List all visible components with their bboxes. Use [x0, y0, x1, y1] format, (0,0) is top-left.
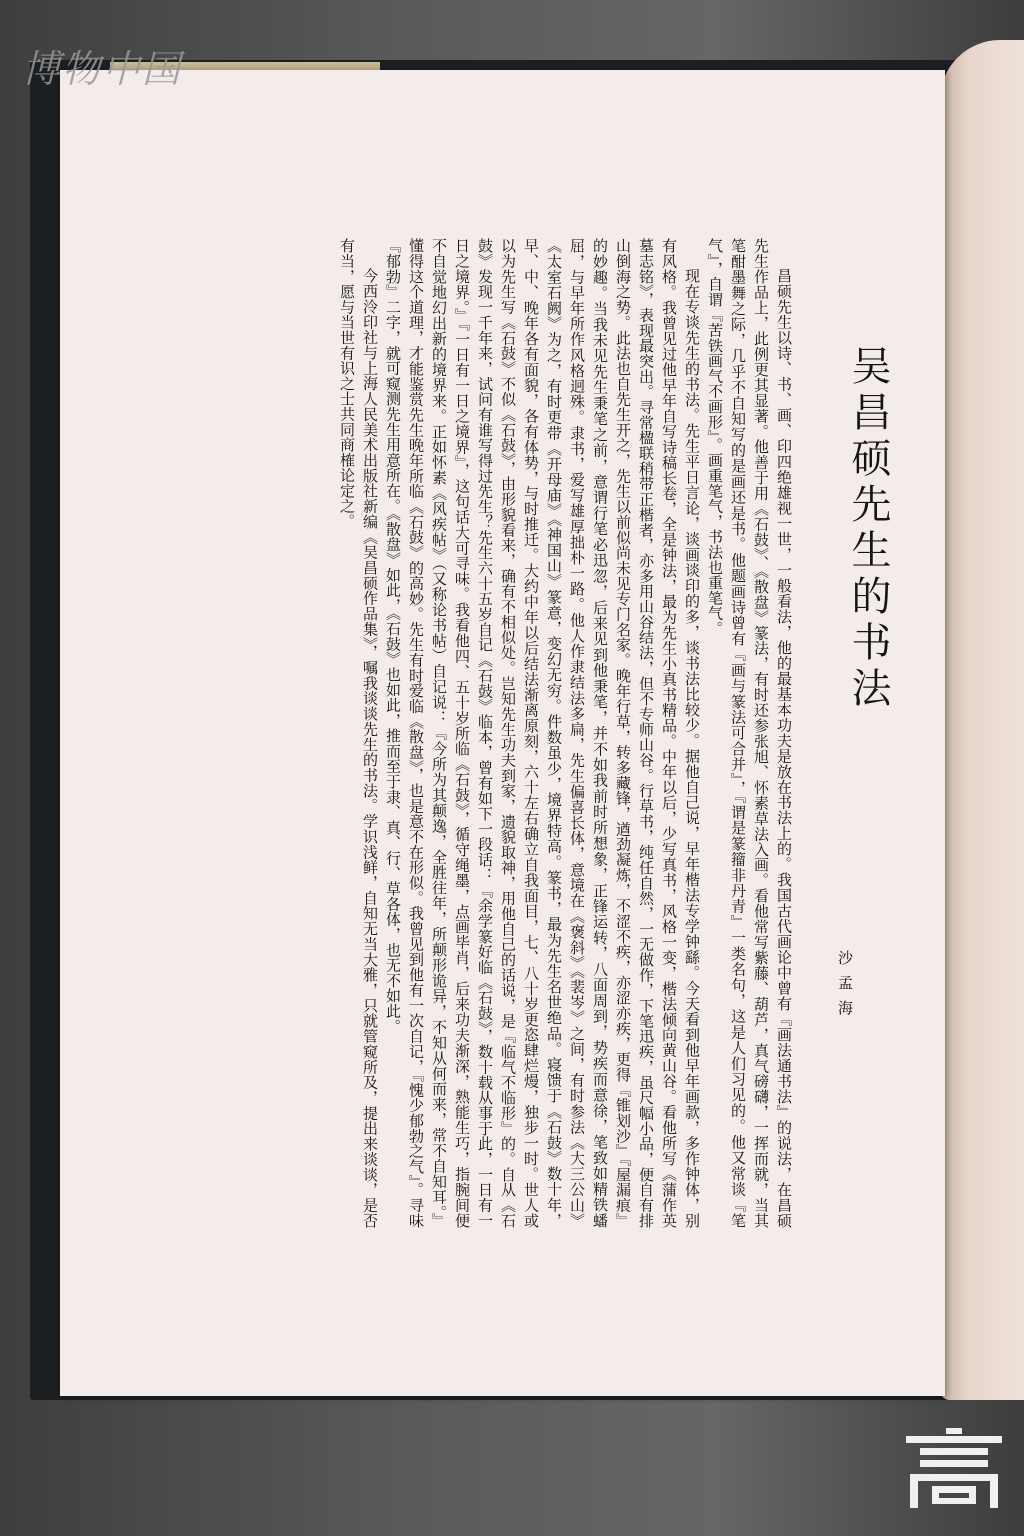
article-paragraph: 今西泠印社与上海人民美术出版社新编《吴昌硕作品集》，嘱我谈谈先生的书法。学识浅鲜，自知无当大雅，只就管窥所及，提出来谈谈，是否有当，愿与当世有识之士共同商榷论定之。 — [338, 238, 379, 1228]
book-page — [60, 70, 945, 1396]
article-body — [155, 238, 795, 1228]
article-paragraph: 现在专谈先生的书法。先生平日言论，谈画谈印的多，谈书法比较少。据他自己说，早年楷法专学钟繇。今天看到他早年画款，多作钟体，别有风格。我曾见过他早年自写诗稿长卷，全是钟法，最为先生小真书精品。中年以后，少写真书，风格一变，楷法倾向黄山谷。看他所写《蒲作英墓志铭》，表现最突出。寻常楹联稍带正楷者，亦多用山谷结法，但不专师山谷。行草书，纯任自然，一无做作，下笔迅疾，虽尺幅小品，便自有排山倒海之势。此法也自先生开之，先生以前似尚未见专门名家。晚年行草，转多藏锋，遒劲凝炼，不涩不疾，亦涩亦疾，更得『锥划沙』『屋漏痕』的妙趣。当我未见先生秉笔之前，意谓行笔必迅忽，后来见到他秉笔，并不如我前时所想象，正锋运转，八面周到，势疾而意徐，笔致如精铁蟠屈，与早年所作风格迥殊。隶书，爱写雄厚拙朴一路。他人作隶结法多扁，先生偏喜长体，意境在《褒斜》《裴岑》之间，有时参法《大三公山》《太室石阙》为之，有时更带《开母庙》《神国山》篆意，变幻无穷。件数虽少，境界特高。篆书，最为先生名世绝品。寝馈于《石鼓》数十年，早、中、晚年各有面貌，各有体势，与时推迁。大约中年以后结法渐离原刻，六十左右确立自我面目，七、八十岁更恣肆烂熳，独步一时。世人或以为先生写《石鼓》不似《石鼓》，由形貌看来，确有不相似处。岂知先生功夫到家，遗貌取神，用他自己的话说，是『临气不临形』的。自从《石鼓》发现一千年来，试问有谁写得过先生？先生六十五岁自记《石鼓》临本，曾有如下一段话：『余学篆好临《石鼓》，数十载从事于此，一日有一日之境界。』『一日有一日之境界』，这句话大可寻味。我看他四、五十岁所临《石鼓》，循守绳墨，点画毕肖，后来功夫渐深，熟能生巧，指腕间便不自觉地幻出新的境界来。正如怀素《风疾帖》（又称论书帖）自记说：『今所为其颠逸，全胜往年，所颠形诡异，不知从何而来，常不自知耳。』懂得这个道理，才能鉴赏先生晚年所临《石鼓》的高妙。先生有时爱临《散盘》，也是意不在形似。我曾见到他有一次自记，『愧少郁勃之气』。寻味『郁勃』二字，就可窥测先生用意所在。《散盘》如此，《石鼓》也如此，推而至于隶、真、行、草各体，也无不如此。 — [384, 238, 701, 1228]
article-title: 吴昌硕先生的书法 — [845, 345, 891, 713]
article-author: 沙孟海 — [836, 950, 854, 1025]
article-paragraph: 昌硕先生以诗、书、画、印四绝雄视一世，一般看法，他的最基本功夫是放在书法上的。我国古代画论中曾有『画法通书法』的说法，在昌硕先生作品上，此例更其显著。他善于用《石鼓》、《散盘》篆法，有时还参张旭、怀素草法入画。看他常写紫藤、葫芦，真气磅礴，一挥而就，当其笔酣墨舞之际，几乎不自知写的是画还是书。他题画诗曾有『画与篆法可合并』，『谓是篆籀非丹青』一类名句，这是人们习见的。他又常谈『笔气』，自谓『苦铁画气不画形』。画重笔气，书法也重笔气。 — [706, 238, 793, 1228]
watermark-text: 博物中国 — [22, 47, 183, 91]
museum-logo-icon — [906, 1428, 1002, 1508]
facing-page-curl — [940, 40, 1024, 1400]
